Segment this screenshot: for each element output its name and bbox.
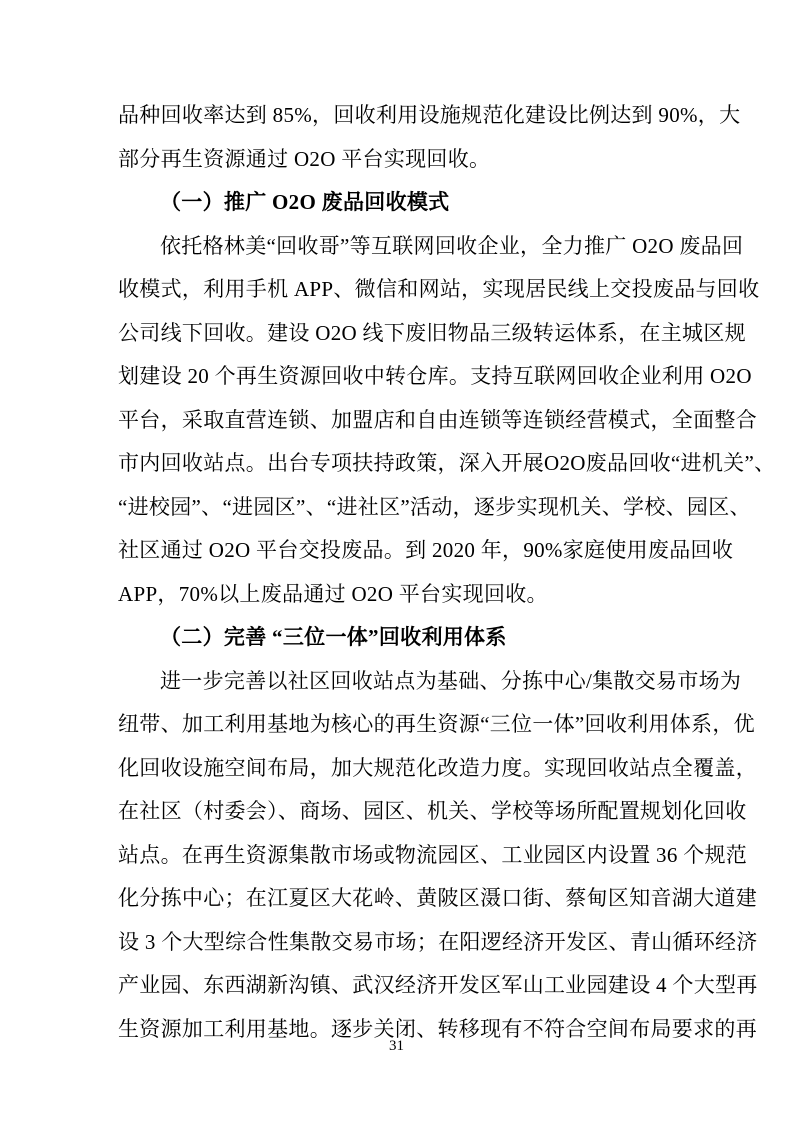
paragraph	[118, 660, 758, 1052]
page-number: 31	[389, 1038, 404, 1054]
text-line: （一）推广 O2O 废品回收模式	[160, 190, 450, 214]
section-heading	[118, 616, 675, 660]
text-line: 进一步完善以社区回收站点为基础、分拣中心/集散交易市场为	[160, 668, 742, 693]
text-line: 化分拣中心；在江夏区大花岭、黄陂区滠口街、蔡甸区知音湖大道建	[118, 886, 757, 910]
text-line: 收模式，利用手机 APP、微信和网站，实现居民线上交投废品与回收	[118, 277, 760, 301]
text-line: “进校园”、“进园区”、“进社区”活动，逐步实现机关、学校、园区、	[118, 494, 751, 519]
text-line: 在社区（村委会）、商场、园区、机关、学校等场所配置规划化回收	[118, 799, 747, 823]
text-line: 生资源加工利用基地。逐步关闭、转移现有不符合空间布局要求的再	[118, 1016, 757, 1041]
text-line: 站点。在再生资源集散市场或物流园区、工业园区内设置 36 个规范	[118, 842, 748, 867]
text-line: （二）完善 “三位一体”回收利用体系	[160, 625, 507, 649]
text-line: 市内回收站点。出台专项扶持政策，深入开展O2O废品回收“进机关”、	[118, 451, 776, 475]
document-body	[118, 94, 776, 1051]
text-line: 化回收设施空间布局，加大规范化改造力度。实现回收站点全覆盖，	[118, 755, 757, 780]
text-line: 公司线下回收。建设 O2O 线下废旧物品三级转运体系，在主城区规	[118, 320, 746, 345]
text-line: 平台，采取直营连锁、加盟店和自由连锁等连锁经营模式，全面整合	[118, 407, 757, 432]
text-line: 设 3 个大型综合性集散交易市场；在阳逻经济开发区、青山循环经济	[118, 929, 758, 954]
paragraph	[118, 225, 776, 617]
paragraph	[118, 94, 741, 181]
text-line: 品种回收率达到 85%，回收利用设施规范化建设比例达到 90%，大	[118, 103, 741, 127]
text-line: 社区通过 O2O 平台交投废品。到 2020 年，90%家庭使用废品回收	[118, 538, 734, 562]
text-line: 依托格林美“回收哥”等互联网回收企业，全力推广 O2O 废品回	[160, 233, 744, 258]
text-line: 产业园、东西湖新沟镇、武汉经济开发区军山工业园建设 4 个大型再	[118, 973, 758, 997]
text-line: APP，70%以上废品通过 O2O 平台实现回收。	[118, 581, 548, 606]
text-line: 部分再生资源通过 O2O 平台实现回收。	[118, 146, 491, 171]
text-line: 纽带、加工利用基地为核心的再生资源“三位一体”回收利用体系，优	[118, 712, 755, 736]
text-line: 划建设 20 个再生资源回收中转仓库。支持互联网回收企业利用 O2O	[118, 364, 752, 388]
section-heading	[118, 181, 675, 225]
